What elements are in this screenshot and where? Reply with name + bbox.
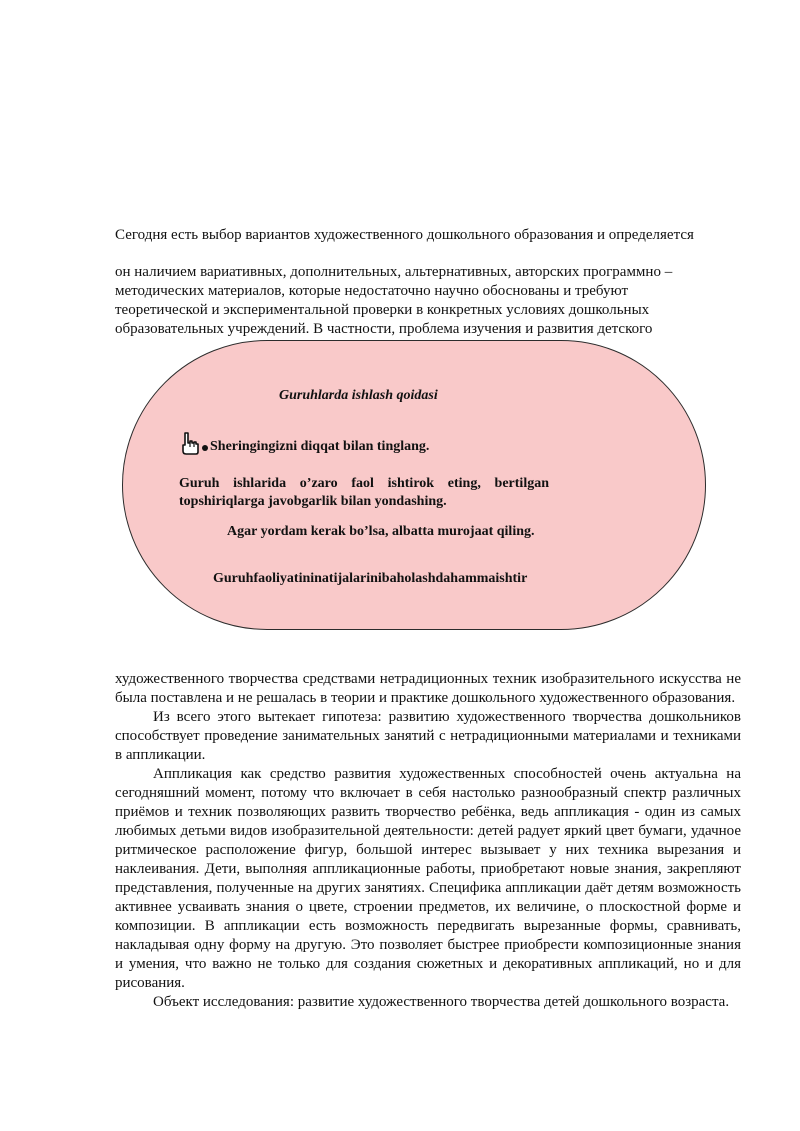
intro-block-line: методических материалов, которые недостаточно научно обоснованы и требуют (115, 283, 629, 299)
callout-rule-1 (179, 431, 429, 455)
pointing-hand-icon (179, 431, 201, 455)
paragraph: Объект исследования: развитие художественного творчества детей дошкольного возраста. (153, 994, 730, 1010)
callout-rule-1-text: Sheringingizni diqqat bilan tinglang. (210, 439, 430, 454)
callout-rule-4: Guruhfaoliyatininatijalarinibaholashdahammaishtir (213, 571, 528, 586)
bullet-dot (202, 445, 208, 451)
callout-rule-3: Agar yordam kerak bo’lsa, albatta murojaat qiling. (227, 524, 535, 539)
intro-block-line: он наличием вариативных, дополнительных, альтернативных, авторских программно – (115, 264, 673, 280)
intro-line: Сегодня есть выбор вариантов художественного дошкольного образования и определяется (115, 227, 694, 243)
group-rules-callout (122, 340, 706, 630)
paragraph: художественного творчества средствами нетрадиционных техник изобразительного искусства не была поставлена и не решалась в теории и практике дошкольного художественного образования. (115, 671, 741, 706)
intro-block-line: теоретической и экспериментальной проверки в конкретных условиях дошкольных (115, 302, 650, 318)
callout-title: Guruhlarda ishlash qoidasi (279, 388, 438, 403)
callout-rule-2: Guruh ishlarida o’zaro faol ishtirok eting, bertilgan topshiriqlarga javobgarlik bilan yondashing. (179, 476, 549, 509)
intro-block (115, 263, 741, 339)
intro-block-line: образовательных учреждений. В частности, проблема изучения и развития детского (115, 321, 653, 337)
paragraph: Аппликация как средство развития художественных способностей очень актуальна на сегодняшний момент, потому что включает в себя настолько разнообразный спектр различных приёмов и техник позволяющих развить творчество ребёнка, ведь аппликация - один из самых любимых детьми видов изобразительной деятельности: детей радует яркий цвет бумаги, удачное ритмическое расположение фигур, большой интерес вызывает у них техника вырезания и наклеивания. Дети, выполняя аппликационные работы, приобретают новые знания, закрепляют представления, полученные на других занятиях. Специфика аппликации даёт детям возможность активнее усваивать знания о цвете, строении предметов, их величине, о плоскостной форме и композиции. В аппликации есть возможность передвигать вырезанные формы, сравнивать, накладывая одну форму на другую. Это позволяет быстрее приобрести композиционные знания и умения, что важно не только для создания сюжетных и декоративных аппликаций, но и для рисования. (115, 766, 741, 991)
paragraph: Из всего этого вытекает гипотеза: развитию художественного творчества дошкольников способствует проведение занимательных занятий с нетрадиционными материалами и техниками в аппликации. (115, 709, 741, 763)
body-text (115, 670, 741, 1012)
